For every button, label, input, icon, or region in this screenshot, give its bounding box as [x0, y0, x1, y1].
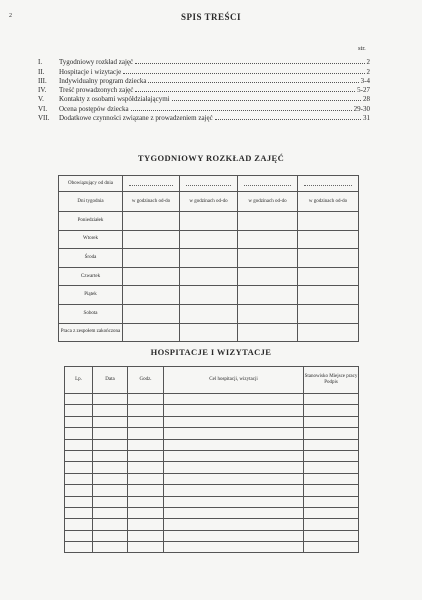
inspection-cell[interactable] [164, 485, 304, 496]
toc-leader-dots [131, 110, 352, 111]
day-label: Czwartek [59, 267, 123, 286]
date-cell[interactable] [123, 176, 180, 192]
inspection-cell[interactable] [65, 462, 93, 473]
schedule-cell[interactable] [238, 267, 298, 286]
inspection-row [65, 496, 359, 507]
toc-item-number: VI. [38, 104, 48, 113]
inspection-cell[interactable] [65, 473, 93, 484]
schedule-cell[interactable] [298, 230, 359, 249]
inspection-cell[interactable] [93, 439, 128, 450]
inspection-row [65, 542, 359, 553]
toc-item-number: III. [38, 76, 47, 85]
schedule-cell[interactable] [298, 304, 359, 323]
inspections-title: HOSPITACJE I WIZYTACJE [150, 347, 272, 357]
toc-item-number: V. [38, 95, 44, 104]
schedule-cell[interactable] [238, 212, 298, 231]
toc-item-label: Indywidualny program dziecka [59, 76, 147, 85]
inspection-cell[interactable] [164, 394, 304, 405]
toc-item-page: 3-4 [360, 76, 370, 85]
schedule-cell[interactable] [180, 212, 238, 231]
schedule-cell[interactable] [123, 230, 180, 249]
inspection-cell[interactable] [93, 405, 128, 416]
day-label: Poniedziałek [59, 212, 123, 231]
toc-item-label: Hospitacje i wizytacje [59, 67, 122, 76]
toc-title: SPIS TREŚCI [180, 12, 242, 22]
inspection-cell[interactable] [93, 519, 128, 530]
inspection-row [65, 416, 359, 427]
inspection-cell[interactable] [128, 519, 164, 530]
inspection-cell[interactable] [164, 462, 304, 473]
schedule-row [59, 323, 359, 342]
inspection-cell[interactable] [93, 542, 128, 553]
toc-item [38, 113, 370, 122]
toc-item [38, 94, 370, 103]
header-from-date: Obowiązujący od dnia [59, 176, 123, 192]
schedule-cell[interactable] [123, 267, 180, 286]
inspection-cell[interactable] [164, 530, 304, 541]
schedule-cell[interactable] [238, 230, 298, 249]
inspection-cell[interactable] [65, 394, 93, 405]
inspection-cell[interactable] [65, 485, 93, 496]
inspection-cell[interactable] [304, 450, 359, 461]
inspection-row [65, 485, 359, 496]
inspection-cell[interactable] [65, 450, 93, 461]
inspection-cell[interactable] [128, 439, 164, 450]
toc-item [38, 76, 370, 85]
toc-leader-dots [148, 82, 358, 83]
inspection-cell[interactable] [164, 473, 304, 484]
schedule-cell[interactable] [123, 212, 180, 231]
inspection-cell[interactable] [128, 496, 164, 507]
inspection-cell[interactable] [304, 462, 359, 473]
schedule-cell[interactable] [298, 323, 359, 342]
inspection-cell[interactable] [304, 485, 359, 496]
day-label: Praca z zespołem zakończona [59, 323, 123, 342]
inspection-cell[interactable] [164, 428, 304, 439]
toc-leader-dots [135, 63, 364, 64]
inspection-cell[interactable] [93, 496, 128, 507]
toc-item [38, 103, 370, 112]
inspection-cell[interactable] [304, 439, 359, 450]
schedule-cell[interactable] [180, 230, 238, 249]
inspection-cell[interactable] [93, 428, 128, 439]
inspection-cell[interactable] [128, 450, 164, 461]
col-lp: Lp. [65, 367, 93, 394]
inspection-cell[interactable] [164, 405, 304, 416]
inspection-row [65, 473, 359, 484]
hours-header: w godzinach od-do [180, 192, 238, 212]
inspection-cell[interactable] [128, 394, 164, 405]
col-goal: Cel hospitacji, wizytacji [164, 367, 304, 394]
schedule-cell[interactable] [298, 286, 359, 305]
inspection-row [65, 450, 359, 461]
col-date: Data [93, 367, 128, 394]
inspection-cell[interactable] [304, 473, 359, 484]
schedule-row [59, 286, 359, 305]
inspection-cell[interactable] [128, 485, 164, 496]
hours-header: w godzinach od-do [298, 192, 359, 212]
inspection-cell[interactable] [164, 542, 304, 553]
schedule-cell[interactable] [180, 304, 238, 323]
inspection-cell[interactable] [65, 519, 93, 530]
toc-page-header: str. [358, 45, 366, 52]
inspection-cell[interactable] [93, 507, 128, 518]
page-number: 2 [9, 13, 12, 19]
inspection-cell[interactable] [304, 530, 359, 541]
toc-item-page: 2 [366, 58, 370, 67]
schedule-cell[interactable] [238, 304, 298, 323]
schedule-cell[interactable] [238, 286, 298, 305]
col-hour: Godz. [128, 367, 164, 394]
schedule-cell[interactable] [238, 323, 298, 342]
inspection-row [65, 530, 359, 541]
inspection-cell[interactable] [304, 428, 359, 439]
schedule-cell[interactable] [238, 249, 298, 268]
inspection-cell[interactable] [164, 450, 304, 461]
inspection-cell[interactable] [164, 496, 304, 507]
inspection-row [65, 428, 359, 439]
date-cell[interactable] [180, 176, 238, 192]
inspection-cell[interactable] [93, 485, 128, 496]
inspection-cell[interactable] [164, 416, 304, 427]
day-label: Sobota [59, 304, 123, 323]
schedule-cell[interactable] [298, 267, 359, 286]
schedule-table [58, 175, 359, 342]
hours-header: w godzinach od-do [123, 192, 180, 212]
day-label: Środa [59, 249, 123, 268]
inspection-cell[interactable] [304, 394, 359, 405]
inspection-cell[interactable] [65, 416, 93, 427]
inspection-cell[interactable] [128, 530, 164, 541]
toc-item-label: Ocena postępów dziecka [59, 104, 129, 113]
inspection-cell[interactable] [128, 473, 164, 484]
inspection-cell[interactable] [93, 530, 128, 541]
inspection-cell[interactable] [93, 473, 128, 484]
inspection-cell[interactable] [128, 405, 164, 416]
toc-item-number: IV. [38, 86, 47, 95]
day-label: Piątek [59, 286, 123, 305]
inspection-cell[interactable] [128, 462, 164, 473]
schedule-cell[interactable] [123, 249, 180, 268]
inspection-cell[interactable] [164, 507, 304, 518]
inspection-cell[interactable] [65, 439, 93, 450]
inspection-cell[interactable] [65, 428, 93, 439]
toc-leader-dots [215, 119, 361, 120]
inspection-cell[interactable] [93, 462, 128, 473]
toc-item-page: 28 [363, 95, 370, 104]
inspection-cell[interactable] [164, 439, 304, 450]
inspection-cell[interactable] [128, 416, 164, 427]
toc-item [38, 66, 370, 75]
inspection-row [65, 439, 359, 450]
toc-item-page: 29-30 [353, 104, 370, 113]
toc-item-label: Tygodniowy rozkład zajęć [59, 58, 134, 67]
inspection-cell[interactable] [304, 416, 359, 427]
inspections-table [64, 366, 359, 553]
day-label: Wtorek [59, 230, 123, 249]
inspection-cell[interactable] [128, 542, 164, 553]
inspection-cell[interactable] [164, 519, 304, 530]
schedule-cell[interactable] [298, 249, 359, 268]
schedule-cell[interactable] [123, 304, 180, 323]
inspection-cell[interactable] [128, 428, 164, 439]
toc-item-page: 31 [363, 114, 370, 123]
schedule-row [59, 249, 359, 268]
schedule-row [59, 267, 359, 286]
schedule-cell[interactable] [123, 286, 180, 305]
header-days: Dni tygodnia [59, 192, 123, 212]
toc-item-label: Dodatkowe czynności związane z prowadzeniem zajęć [59, 114, 213, 123]
inspection-cell[interactable] [65, 496, 93, 507]
inspection-cell[interactable] [93, 416, 128, 427]
inspection-cell[interactable] [304, 507, 359, 518]
date-cell[interactable] [298, 176, 359, 192]
schedule-cell[interactable] [298, 212, 359, 231]
schedule-row [59, 230, 359, 249]
toc-item [38, 85, 370, 94]
toc-item-label: Kontakty z osobami współdziałającymi [59, 95, 170, 104]
schedule-row [59, 304, 359, 323]
inspection-row [65, 394, 359, 405]
inspection-cell[interactable] [65, 542, 93, 553]
inspection-cell[interactable] [304, 496, 359, 507]
col-position: Stanowisko Miejsce pracy Podpis [304, 367, 359, 394]
schedule-cell[interactable] [180, 286, 238, 305]
inspection-row [65, 507, 359, 518]
toc-item-number: I. [38, 58, 43, 67]
schedule-cell[interactable] [180, 323, 238, 342]
schedule-row [59, 212, 359, 231]
schedule-cell[interactable] [180, 249, 238, 268]
toc-item-number: VII. [38, 114, 50, 123]
inspection-cell[interactable] [128, 507, 164, 518]
inspection-cell[interactable] [65, 507, 93, 518]
toc-leader-dots [135, 91, 355, 92]
hours-header: w godzinach od-do [238, 192, 298, 212]
inspection-cell[interactable] [304, 405, 359, 416]
toc-item-label: Treść prowadzonych zajęć [59, 86, 134, 95]
inspection-cell[interactable] [93, 450, 128, 461]
inspection-cell[interactable] [304, 542, 359, 553]
schedule-title: TYGODNIOWY ROZKŁAD ZAJĘĆ [137, 153, 285, 163]
toc-item-page: 5-27 [357, 86, 370, 95]
inspection-row [65, 519, 359, 530]
toc-item-page: 2 [366, 67, 370, 76]
schedule-cell[interactable] [123, 323, 180, 342]
inspection-cell[interactable] [65, 405, 93, 416]
inspection-cell[interactable] [65, 530, 93, 541]
toc-leader-dots [123, 73, 364, 74]
inspection-cell[interactable] [93, 394, 128, 405]
inspection-cell[interactable] [304, 519, 359, 530]
inspection-row [65, 405, 359, 416]
toc-leader-dots [172, 100, 361, 101]
toc-list [38, 57, 370, 122]
schedule-cell[interactable] [180, 267, 238, 286]
inspection-row [65, 462, 359, 473]
date-cell[interactable] [238, 176, 298, 192]
toc-item [38, 57, 370, 66]
toc-item-number: II. [38, 67, 45, 76]
